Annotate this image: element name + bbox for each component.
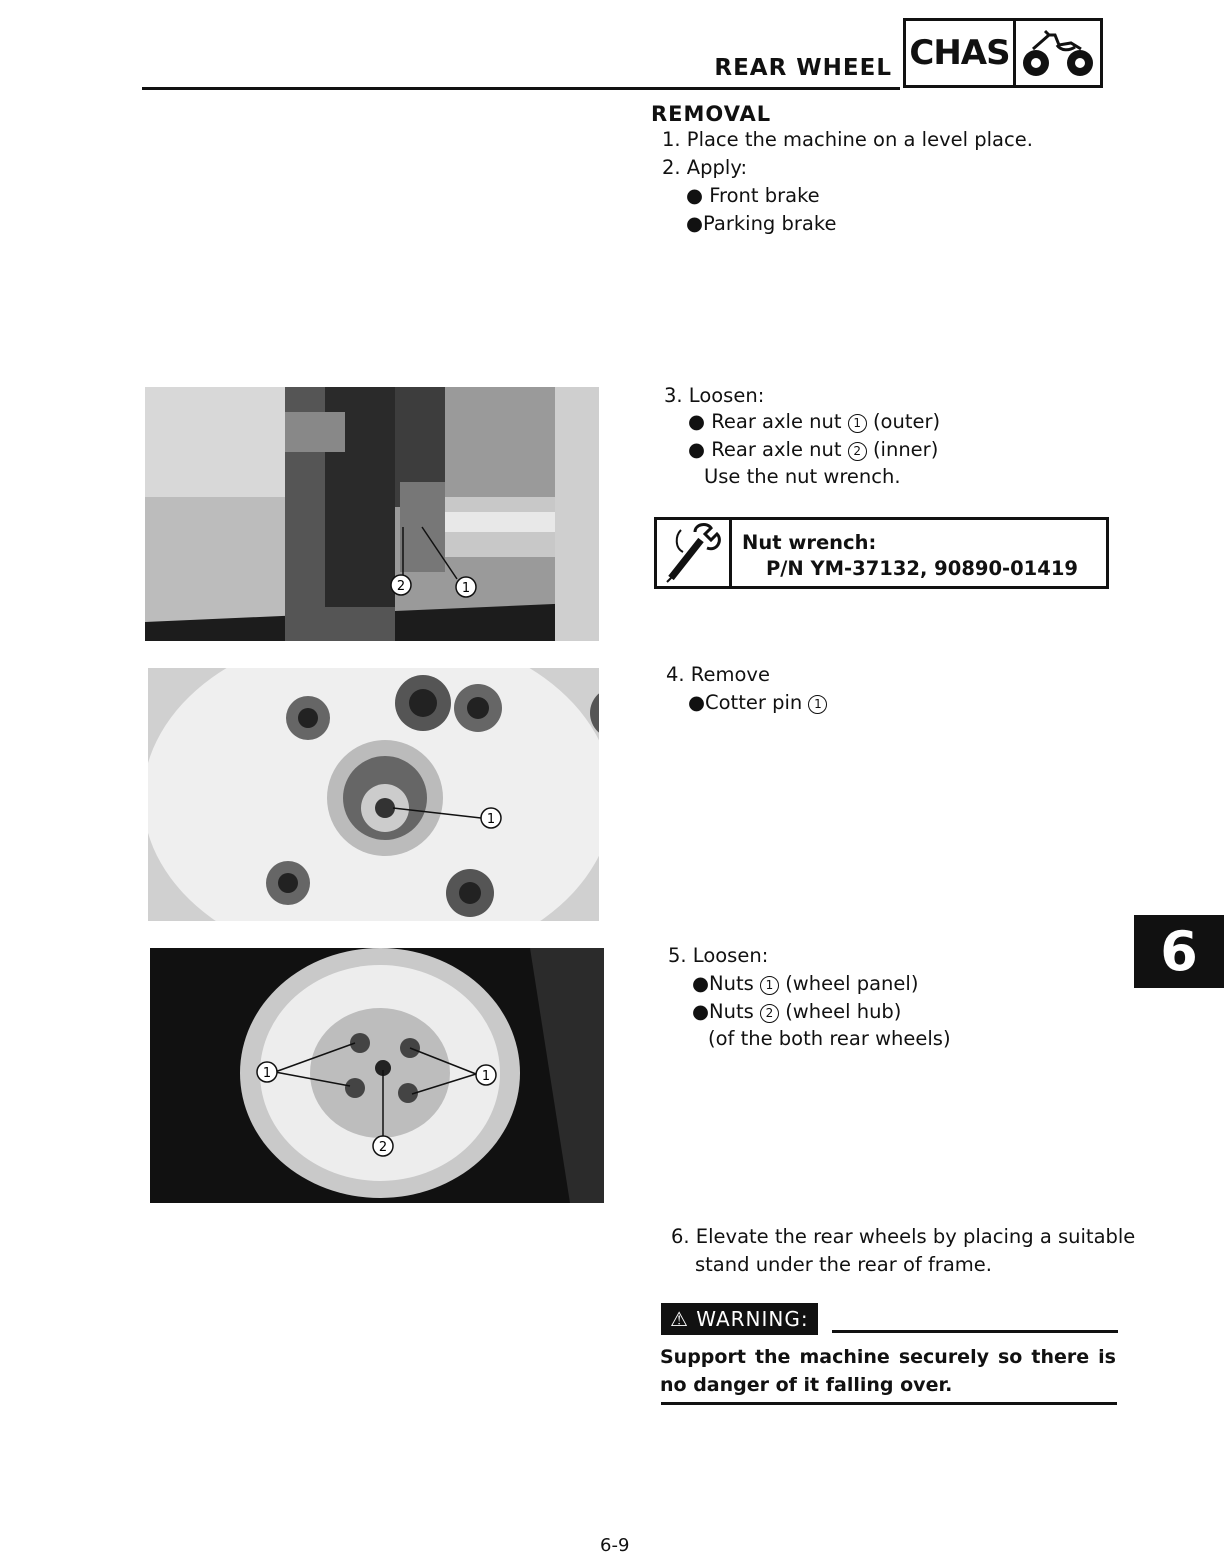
item-text: Parking brake bbox=[703, 212, 837, 235]
list-item: ● Front brake bbox=[686, 184, 820, 207]
step-2: 2. Apply: bbox=[662, 156, 748, 179]
tool-name: Nut wrench: bbox=[742, 531, 877, 554]
callout-number: 1 bbox=[760, 976, 779, 995]
photo-wheel-nuts bbox=[150, 948, 604, 1203]
tool-part-number: P/N YM-37132, 90890-01419 bbox=[766, 557, 1078, 580]
list-item: ●Nuts 2 (wheel hub) bbox=[692, 1000, 902, 1023]
list-item: ●Nuts 1 (wheel panel) bbox=[692, 972, 919, 995]
callout-number: 1 bbox=[808, 695, 827, 714]
callout-1: 1 bbox=[262, 1066, 272, 1081]
list-item: ●Parking brake bbox=[686, 212, 837, 235]
section-heading: REMOVAL bbox=[651, 102, 772, 126]
callout-2: 2 bbox=[396, 579, 406, 594]
callout-number: 2 bbox=[760, 1004, 779, 1023]
step-6: 6. Elevate the rear wheels by placing a suitable bbox=[671, 1225, 1136, 1248]
step-3: 3. Loosen: bbox=[664, 384, 765, 407]
page-number: 6-9 bbox=[600, 1535, 630, 1556]
step-3-note: Use the nut wrench. bbox=[704, 465, 901, 488]
callout-1: 1 bbox=[481, 1069, 491, 1084]
callout-1: 1 bbox=[486, 812, 496, 827]
item-text: Front brake bbox=[709, 184, 820, 207]
warning-text: Support the machine securely so there is no danger of it falling over. bbox=[660, 1346, 1116, 1396]
list-item: ●Cotter pin 1 bbox=[688, 689, 827, 717]
step-1: 1. Place the machine on a level place. bbox=[662, 128, 1033, 151]
step-4: 4. Remove bbox=[666, 663, 770, 686]
photo-axle-nuts bbox=[145, 387, 599, 641]
warning-badge: ⚠ WARNING: bbox=[661, 1303, 818, 1335]
photo-cotter-pin bbox=[148, 668, 599, 921]
callout-1: 1 bbox=[461, 581, 471, 596]
step-6-cont: stand under the rear of frame. bbox=[695, 1253, 992, 1276]
section-badge bbox=[903, 18, 1103, 88]
page-title: REAR WHEEL bbox=[714, 55, 892, 81]
list-item: ● Rear axle nut 1 (outer) bbox=[688, 410, 941, 433]
callout-2: 2 bbox=[378, 1140, 388, 1155]
callout-number: 2 bbox=[848, 442, 867, 461]
section-label: CHAS bbox=[906, 21, 1016, 85]
header-rule bbox=[142, 87, 900, 90]
warning-rule bbox=[832, 1330, 1118, 1333]
chapter-tab: 6 bbox=[1134, 915, 1224, 988]
wrench-icon bbox=[657, 520, 732, 586]
step-5-note: (of the both rear wheels) bbox=[708, 1027, 951, 1050]
list-item: ● Rear axle nut 2 (inner) bbox=[688, 438, 939, 461]
step-5: 5. Loosen: bbox=[668, 944, 769, 967]
tool-spec-box bbox=[654, 517, 1109, 589]
atv-icon bbox=[1016, 21, 1100, 85]
warning-bottom-rule bbox=[661, 1402, 1117, 1405]
callout-number: 1 bbox=[848, 414, 867, 433]
